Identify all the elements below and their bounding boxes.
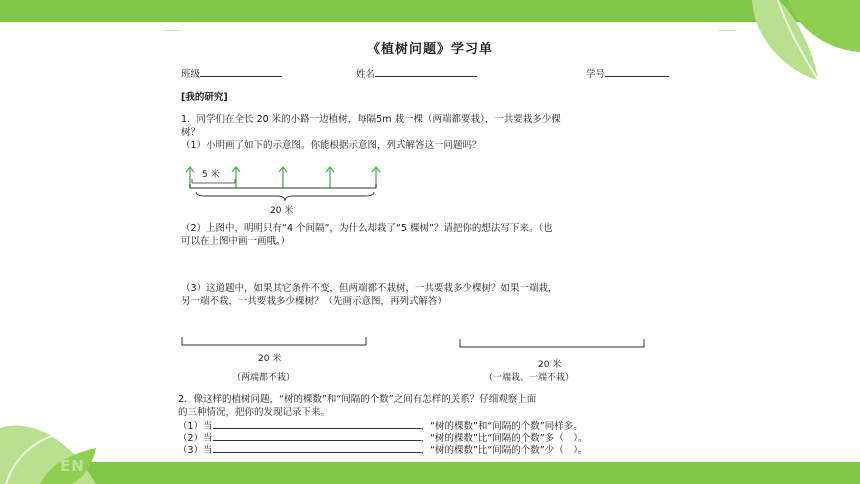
right-road-label: 20 米 bbox=[538, 360, 562, 370]
interval-label: 5 米 bbox=[202, 170, 220, 180]
q1-part3: （3）这道题中，如果其它条件不变，但两端都不栽树，一共要栽多少棵树？如果一端栽， bbox=[181, 283, 558, 294]
answer-blank-3[interactable] bbox=[213, 442, 421, 453]
right-caption: （一端栽、一端不栽） bbox=[484, 373, 575, 383]
q1-part3-cont: 另一端不栽，一共要栽多少棵树？（先画示意图，再列式解答） bbox=[181, 296, 448, 307]
name-field[interactable]: 姓名 bbox=[356, 66, 477, 81]
road-length-label: 20 米 bbox=[270, 206, 294, 216]
bottom-green-band bbox=[0, 462, 860, 484]
q1-stem: 1．同学们在全长 20 米的小路一边植树，每隔5m 栽一棵（两端都要栽），一共要栽多少棵 bbox=[181, 114, 561, 125]
q1-stem-cont: 树？ bbox=[181, 127, 201, 138]
left-caption: （两端都不栽） bbox=[232, 373, 296, 383]
q2-row-1: （1）当 ，“树的棵数”和“间隔的个数”同样多。 bbox=[178, 418, 583, 433]
q1-part2: （2）上图中，明明只有“4 个间隔”，为什么却栽了“5 棵树”？请把你的想法写下来。（也 bbox=[181, 223, 553, 234]
top-green-band bbox=[0, 0, 860, 22]
q1-part2-cont: 可以在上图中画一画哦。） bbox=[181, 236, 291, 247]
worksheet-title: 《植树问题》学习单 bbox=[366, 42, 493, 57]
q2-stem-cont: 的三种情况，把你的发现记录下来。 bbox=[178, 407, 331, 418]
left-road-diagram bbox=[180, 335, 370, 349]
q2-row-3: （3）当 ，“树的棵数”比“间隔的个数”少（ ）。 bbox=[178, 442, 587, 457]
right-road-diagram bbox=[458, 337, 648, 351]
en-watermark: EN bbox=[60, 457, 85, 475]
q2-stem: 2．像这样的植树问题，“树的棵数”和“间隔的个数”之间有怎样的关系？仔细观察上面 bbox=[178, 394, 537, 405]
road-brace bbox=[195, 191, 375, 203]
class-field[interactable]: 班级 bbox=[181, 66, 282, 81]
leaf-decoration-bottom-left bbox=[0, 418, 110, 484]
corner-mark-left bbox=[163, 30, 181, 31]
section-label: [我的研究] bbox=[181, 92, 228, 103]
q1-part1: （1）小明画了如下的示意图。你能根据示意图，列式解答这一问题吗？ bbox=[181, 140, 482, 151]
left-road-label: 20 米 bbox=[258, 354, 282, 364]
q2-row-2: （2）当 ，“树的棵数”比“间隔的个数”多（ ）。 bbox=[178, 430, 587, 445]
answer-blank-1[interactable] bbox=[213, 418, 421, 429]
corner-mark-right bbox=[718, 30, 736, 31]
student-number-field[interactable]: 学号 bbox=[586, 66, 669, 81]
answer-blank-2[interactable] bbox=[213, 430, 421, 441]
